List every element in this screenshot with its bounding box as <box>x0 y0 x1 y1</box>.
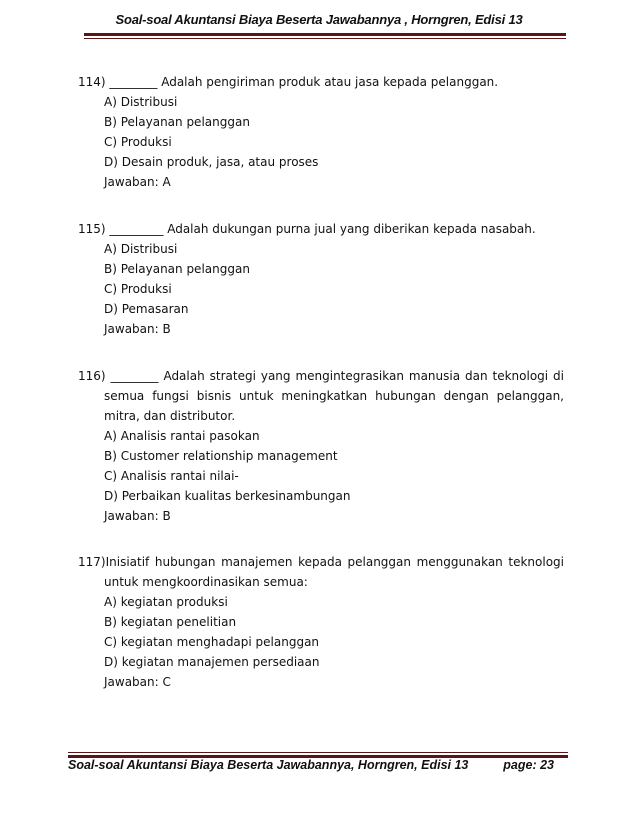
option-a: A) kegiatan produksi <box>104 595 228 609</box>
option-d: D) Desain produk, jasa, atau proses <box>104 155 319 169</box>
page-number: page: 23 <box>503 758 554 772</box>
option-d: D) Perbaikan kualitas berkesinambungan <box>104 489 351 503</box>
option-c: C) Analisis rantai nilai- <box>104 469 239 483</box>
option-b: B) kegiatan penelitian <box>104 615 237 629</box>
answer: Jawaban: B <box>104 322 171 336</box>
question-stem: 115) _________ Adalah dukungan purna jual yang diberikan kepada nasabah. <box>78 222 536 236</box>
option-b: B) Pelayanan pelanggan <box>104 115 250 129</box>
option-c: C) kegiatan menghadapi pelanggan <box>104 635 320 649</box>
footer-title: Soal-soal Akuntansi Biaya Beserta Jawabannya, Horngren, Edisi 13 <box>68 758 469 772</box>
question-114 <box>78 72 564 192</box>
option-c: C) Produksi <box>104 135 172 149</box>
option-b: B) Pelayanan pelanggan <box>104 262 250 276</box>
page-footer <box>68 758 560 772</box>
question-stem: 117)Inisiatif hubungan manajemen kepada pelanggan menggunakan teknologi untuk mengkoordinasikan semua: <box>78 555 564 589</box>
option-a: A) Analisis rantai pasokan <box>104 429 260 443</box>
option-c: C) Produksi <box>104 282 172 296</box>
option-a: A) Distribusi <box>104 95 178 109</box>
option-d: D) kegiatan manajemen persediaan <box>104 655 320 669</box>
answer: Jawaban: B <box>104 509 171 523</box>
question-116 <box>78 366 564 526</box>
question-117 <box>78 552 564 692</box>
option-b: B) Customer relationship management <box>104 449 338 463</box>
question-115 <box>78 219 564 339</box>
page-header-title: Soal-soal Akuntansi Biaya Beserta Jawabannya , Horngren, Edisi 13 <box>115 12 523 27</box>
header-rule <box>84 33 566 39</box>
answer: Jawaban: C <box>104 675 171 689</box>
option-d: D) Pemasaran <box>104 302 189 316</box>
answer: Jawaban: A <box>104 175 171 189</box>
question-stem: 114) ________ Adalah pengiriman produk atau jasa kepada pelanggan. <box>78 75 499 89</box>
option-a: A) Distribusi <box>104 242 178 256</box>
question-stem: 116) ________ Adalah strategi yang mengintegrasikan manusia dan teknologi di semua fungsi bisnis untuk meningkatkan hubungan dengan pelanggan, mitra, dan distributor. <box>78 369 564 423</box>
